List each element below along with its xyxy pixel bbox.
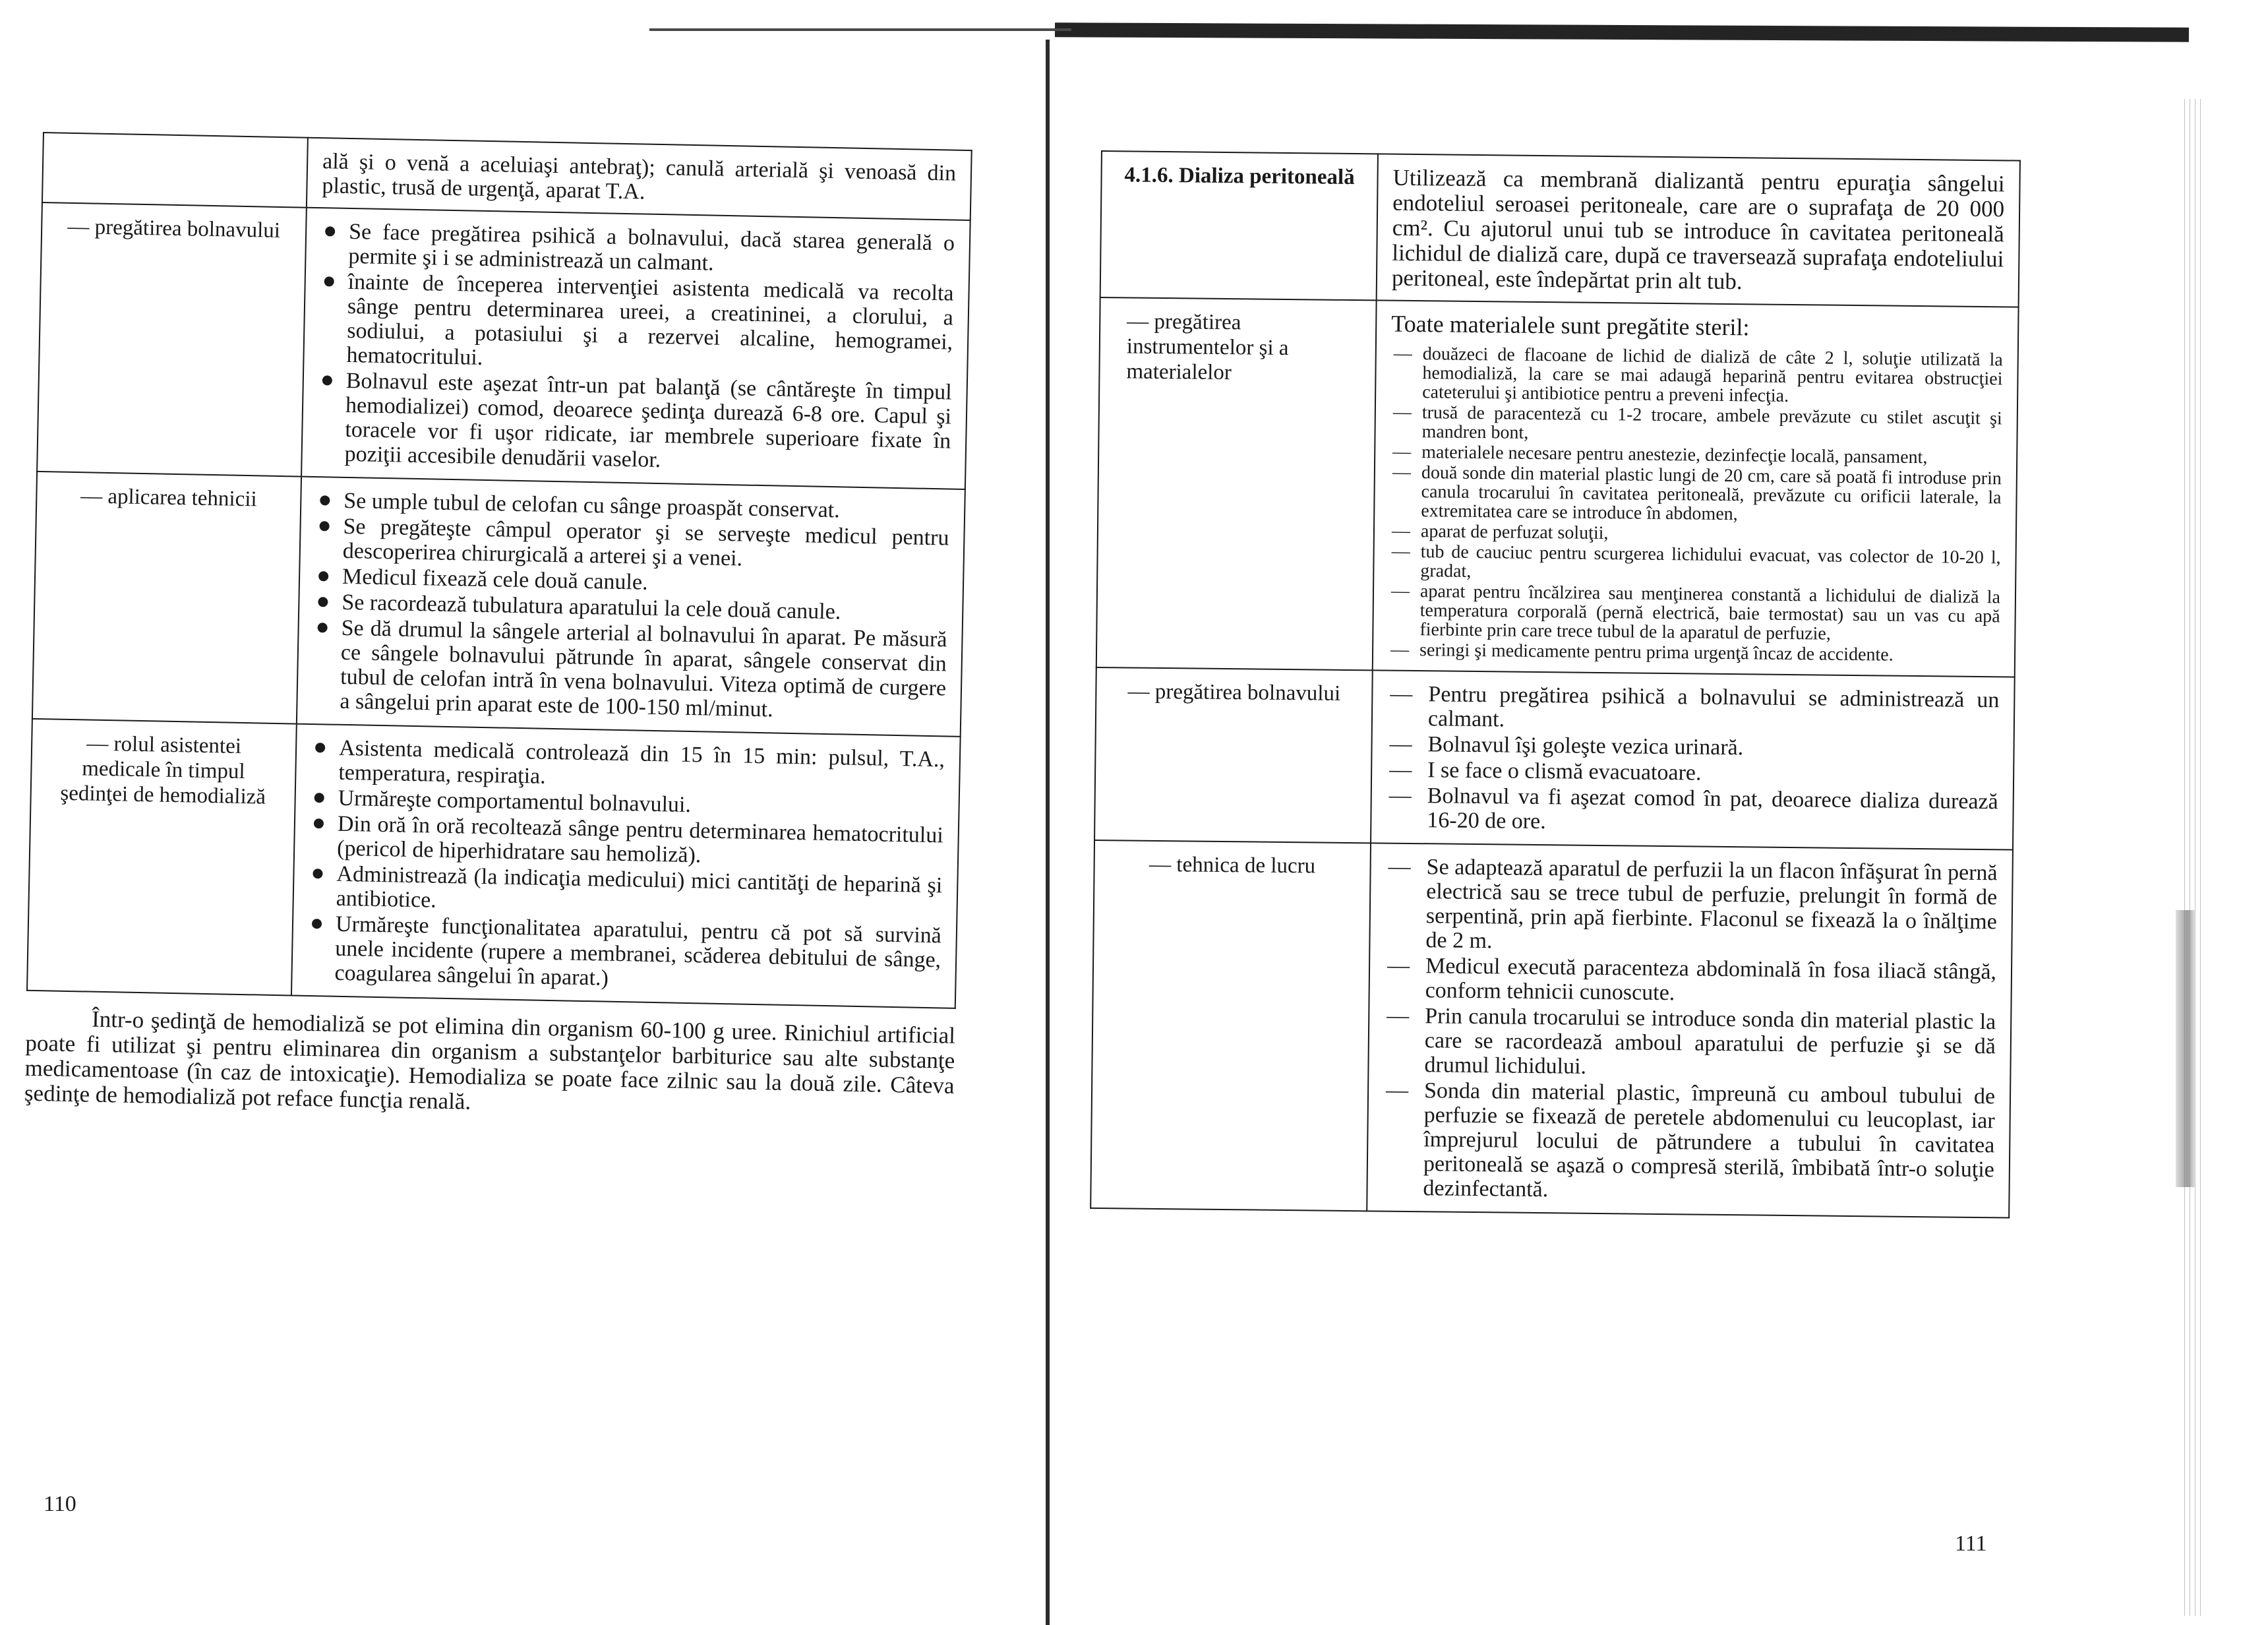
bullet-icon bbox=[318, 597, 328, 607]
body-paragraph: Într-o şedinţă de hemodializă se pot elimina din organism 60-100 g uree. Rinichiul artificial poate fi utilizat şi pentru eliminarea din organism a substanţelor barbiturice sau alte substanţe medicamentoase (în caz de intoxicaţie). Hemodializa se poate face zilnic sau la două zile. Câteva şedinţe de hemodializă pot reface funcţia renală. bbox=[24, 1006, 956, 1115]
list-item: Medicul fixează cele două canule. bbox=[314, 564, 949, 600]
list-item: — I se face o clismă evacuatoare. bbox=[1388, 757, 1702, 785]
list-item: Se face pregătirea psihică a bolnavului, dacă starea generală o permite şi i se administrează un calmant. bbox=[320, 219, 955, 280]
bullet-icon bbox=[322, 375, 332, 385]
technique-list bbox=[1382, 855, 1997, 1207]
list-item: — aparat de perfuzat soluţii, bbox=[1391, 520, 1609, 544]
section-heading: 4.1.6. Dializa peritoneală bbox=[1100, 151, 1378, 300]
bullet-list bbox=[316, 219, 955, 477]
list-item: Se dă drumul la sângele arterial al bolnavului în aparat. Pe măsură ce sângele bolnavului pătrunde în aparat, sângele conservat din tubul de celofan intră în vena bolnavului. Viteza optimă de curgere a sângelui prin aparat este de 100-150 ml/minut. bbox=[312, 615, 947, 725]
list-item: — Pentru pregătirea psihică a bolnavului se administrează un calmant. bbox=[1390, 681, 2000, 732]
list-item: Se umple tubul de celofan cu sânge proaspăt conservat. bbox=[316, 488, 950, 524]
list-item: Se racordează tubulatura aparatului la cele două canule. bbox=[314, 590, 948, 626]
bullet-icon bbox=[314, 818, 324, 828]
list-item: — Medicul execută paracenteza abdominală în fosa iliacă stângă, conform tehnicii cunoscute. bbox=[1387, 953, 1997, 1006]
patient-list bbox=[1386, 682, 1999, 839]
bullet-icon bbox=[315, 743, 325, 752]
bullet-list bbox=[312, 488, 949, 725]
list-item: — trusă de paracenteză cu 1-2 trocare, ambele prevăzute cu stilet ascuţit şi mandren bont, bbox=[1392, 402, 2002, 443]
row-label: — tehnica de lucru bbox=[1090, 840, 1371, 1211]
bullet-icon bbox=[314, 793, 324, 803]
table-row bbox=[1090, 840, 2013, 1218]
row-label bbox=[42, 133, 308, 208]
table-row bbox=[1094, 667, 2015, 850]
table-row bbox=[1096, 297, 2019, 677]
page-number-left: 110 bbox=[44, 1492, 76, 1516]
bullet-icon bbox=[319, 521, 329, 531]
list-item: Urmăreşte comportamentul bolnavului. bbox=[310, 785, 944, 822]
list-item: — Sonda din material plastic, împreună cu amboul tubului de perfuzie se fixează de peretele abdomenului cu leucoplast, iar împrejurul locului de pătrundere a tubului în cavitatea peritoneală se aşază o compresă sterilă, îmbibată într-o soluţie dezinfectantă. bbox=[1385, 1078, 1996, 1202]
bullet-icon bbox=[320, 495, 330, 505]
list-item: — douăzeci de flacoane de lichid de dializă de câte 2 l, soluţie utilizată la hemodializă, la care se mai adaugă heparină pentru evitarea obstrucţiei cateterului şi antibiotice pentru a preveni infecţia. bbox=[1393, 343, 2003, 406]
list-item: Din oră în oră recoltează sânge pentru determinarea hematocritului (pericol de hiperhidratare sau hemoliză). bbox=[309, 811, 943, 872]
row-label: — pregătirea instrumentelor şi a materialelor bbox=[1096, 297, 1377, 670]
bullet-icon bbox=[313, 869, 322, 878]
list-item: Urmăreşte funcţionalitatea aparatului, pentru că pot să survină unele incidente (rupere a membranei, scăderea debitului de sânge, coagularea sângelui în aparat.) bbox=[307, 911, 941, 996]
list-item: — două sonde din material plastic lungi de 20 cm, care să poată fi introduse prin canula trocarului în cavitatea peritoneală, prevăzute cu orificii laterale, la extremitatea care se introduce în abdomen, bbox=[1392, 462, 2002, 525]
right-page bbox=[1090, 150, 2021, 1219]
book-spine bbox=[1046, 40, 1050, 1625]
list-item: înainte de începerea intervenţiei asistenta medicală va recolta sânge pentru determinarea ureei, a creatininei, a clorului, a sodiului, a potasiului şi a rezervei alcaline, hemogramei, hematocritului. bbox=[318, 269, 954, 379]
list-item: Administrează (la indicaţia medicului) mici cantităţi de heparină şi antibiotice. bbox=[308, 861, 942, 922]
list-item: — Se adaptează aparatul de perfuzii la un flacon înfăşurat în pernă electrică sau se trece tubul de perfuzie, prelungit în formă de serpentină, prin apă fierbinte. Flaconul se fixează la o înălţime de 2 m. bbox=[1388, 854, 1998, 954]
list-item: — Prin canula trocarului se introduce sonda din material plastic la care se racordează amboul aparatului de perfuzie şi se dă drumul lichidului. bbox=[1387, 1003, 1996, 1079]
materials-lead: Toate materialele sunt pregătite steril: bbox=[1391, 310, 1750, 341]
row-label: — pregătirea bolnavului bbox=[1094, 667, 1373, 843]
table-row bbox=[37, 202, 970, 489]
row-text: ală şi o venă a aceluiaşi antebraţ); canulă arterială şi venoasă din plastic, trusă de urgenţă, aparat T.A. bbox=[307, 138, 972, 220]
list-item: — seringi şi medicamente pentru prima urgenţă încaz de accidente. bbox=[1390, 639, 1894, 665]
materials-list bbox=[1388, 344, 2003, 666]
binding-shadow-top bbox=[1055, 22, 2189, 42]
bullet-icon bbox=[312, 919, 322, 929]
bullet-icon bbox=[318, 571, 328, 581]
table-row bbox=[1100, 151, 2020, 307]
bullet-list bbox=[307, 735, 945, 996]
hemodialysis-table bbox=[26, 132, 972, 1009]
list-item: Asistenta medicală controlează din 15 în 15 min: pulsul, T.A., temperatura, respiraţia. bbox=[311, 735, 945, 796]
list-item: Se pregăteşte câmpul operator şi se serveşte medicul pentru descoperirea chirurgicală a arterei şi a venei. bbox=[315, 514, 949, 574]
list-item: — Bolnavul va fi aşezat comod în pat, deoarece dializa durează 16-20 de ore. bbox=[1388, 783, 1998, 834]
peritoneal-dialysis-table bbox=[1090, 150, 2021, 1219]
section-text: Utilizează ca membrană dializantă pentru epuraţia sângelui endoteliul seroasei peritoneale, care are o suprafaţa de 20 000 cm². Cu ajutorul unui tub se introduce în cavitatea peritoneală lichidul de dializă care, după ce traversează suprafaţa endoteliului peritoneal, este îndepărtat prin alt tub. bbox=[1377, 154, 2020, 307]
row-label: — pregătirea bolnavului bbox=[37, 202, 307, 477]
bullet-icon bbox=[318, 623, 328, 632]
binding-line-top bbox=[649, 28, 1071, 31]
list-item: — tub de cauciuc pentru scurgerea lichidului evacuat, vas colector de 10-20 l, gradat, bbox=[1391, 541, 2001, 582]
page-edges bbox=[2182, 99, 2205, 1616]
row-label: — rolul asistentei medicale în timpul şedinţei de hemodializă bbox=[27, 719, 297, 996]
row-label: — aplicarea tehnicii bbox=[32, 472, 301, 724]
list-item: Bolnavul este aşezat într-un pat balanţă (se cântăreşte în timpul hemodializei) comod, deoarece şedinţa durează 6-8 ore. Capul şi toracele vor fi uşor ridicate, iar membrele superioare fixate în poziţii accesibile denudării vaselor. bbox=[316, 368, 952, 477]
table-row bbox=[32, 472, 965, 737]
list-item: — Bolnavul îşi goleşte vezica urinară. bbox=[1389, 731, 1744, 760]
list-item: — materialele necesare pentru anestezie, dezinfecţie locală, pansament, bbox=[1392, 441, 1928, 468]
table-row bbox=[27, 719, 961, 1008]
bullet-icon bbox=[325, 226, 335, 236]
left-page bbox=[24, 132, 972, 1124]
bullet-icon bbox=[324, 276, 334, 286]
page-edge-shadow bbox=[2176, 910, 2195, 1187]
list-item: — aparat pentru încălzirea sau menţinerea constantă a lichidului de dializă la temperatura corporală (pernă electrică, baie termostat) sau un vas cu apă fierbinte prin care trece tubul de la aparatul de perfuzie, bbox=[1390, 580, 2001, 644]
page-number-right: 111 bbox=[1955, 1531, 1987, 1556]
